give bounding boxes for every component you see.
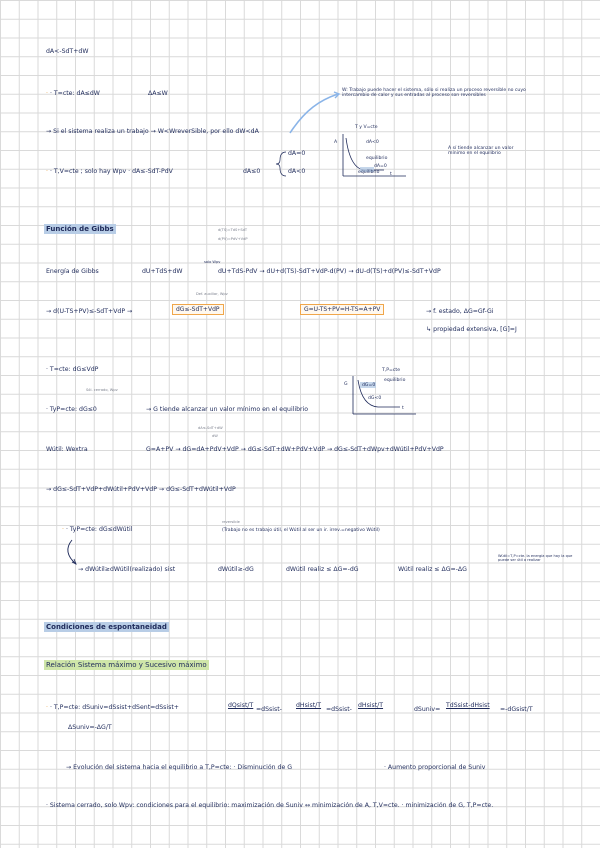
- brace-da: [274, 150, 294, 180]
- eq-dg-le-wutil: · · TyP=cte: dG≤dWútil: [62, 526, 133, 533]
- eq-dssist2: =dSsist-: [326, 706, 352, 713]
- gibbs-state-function: → f. estado, ΔG=Gf-Gi: [426, 308, 494, 315]
- l6-aux: Sól. cerrado, Wpv: [86, 388, 118, 392]
- eq-da-le0: dA≤0: [243, 168, 261, 175]
- note-wutil-energy: Wútil=T,P=cte. la energía que hay la que puede ser útil a realizar: [498, 554, 573, 562]
- eq-evolucion: → Evolución del sistema hacia el equilibrio a T,P=cte: · Disminución de G: [66, 764, 293, 771]
- eq-tp-cte-dg: · TyP=cte: dG≤0: [46, 406, 97, 413]
- eq-dg-chain: G=A+PV → dG=dA+PdV+VdP → dG≤-SdT+dW+PdV+VdP → dG≤-SdT+dWpv+dWútil+PdV+VdP: [146, 446, 444, 453]
- eq-dsuniv-label: dSuniv=: [414, 706, 441, 713]
- gibbs-d: → d(U-TS+PV)≤-SdT+VdP →: [46, 308, 133, 315]
- section-espontaneidad-title: Condiciones de espontaneidad: [46, 623, 167, 631]
- l9-aux: reversible: [222, 520, 240, 524]
- curved-arrow: [62, 538, 92, 568]
- gibbs-aux1: d(TS)=TdS+SdT: [218, 228, 248, 232]
- eq-dsuniv-text: · T,P=cte: dSuniv=dSsist+dSent=dSsist+: [49, 704, 179, 711]
- eq-t-cte-dg: · T=cte: dG≤VdP: [46, 366, 99, 373]
- eq-dhsist-t2: dHsist/T: [358, 702, 384, 709]
- eq-g-minimum: → G tiende alcanzar un valor mínimo en el equilibrio: [146, 406, 309, 413]
- section-relacion-title: Relación Sistema máximo y Sucesivo máximo: [46, 661, 207, 669]
- graph2-g-axis: G: [344, 382, 348, 387]
- l7-aux1: dA≤-SdT+dW: [198, 426, 223, 430]
- note-wutil-negative: (Trabajo no es trabajo útil, el Wútil al ser un ir. irrev.=negativo Wútil): [222, 528, 380, 533]
- eq-wutil-realiz-delta: Wútil realiz ≤ ΔG=-ΔG: [398, 566, 467, 573]
- eq-delta-a-w: ΔA≤W: [148, 90, 168, 97]
- graph1-equilibrio: equilibrio: [366, 156, 388, 161]
- eq-wutil-realizado: → dWútil≥dWútil(realizado) sist: [78, 566, 176, 573]
- graph1-label-da-eq0: dA=0: [374, 164, 387, 169]
- eq-dg-le-wutil-text: · TyP=cte: dG≤dWútil: [65, 526, 133, 533]
- eq-sistema-cerrado: · Sistema cerrado, solo Wpv: condiciones para el equilibrio: maximización de Suniv ↔ minimización de A, T,V=cte. · minimización de G, T,P=cte.: [46, 802, 494, 809]
- eq-da-inequality: dA<-SdT+dW: [46, 48, 89, 55]
- eq-aumento-suniv: · Aumento proporcional de Suniv: [384, 764, 486, 771]
- gibbs-only-wpv: solo Wpv: [204, 260, 221, 264]
- graph2-title: T,P=cte: [382, 368, 401, 373]
- gibbs-b: dU+TdS+dW: [142, 268, 183, 275]
- gibbs-aux3: Def. auxiliar, Wpv: [196, 292, 228, 296]
- eq-da-eq0: dA=0: [288, 150, 306, 157]
- gibbs-aux2: d(PV)=PdV+VdP: [218, 237, 248, 241]
- graph2-equilibrio: equilibrio: [384, 378, 406, 383]
- box-g-definition: G=U-TS+PV=H-TS=A+PV: [300, 304, 384, 315]
- eq-dssist1: =dSsist-: [256, 706, 282, 713]
- graph1-t-axis: t: [390, 172, 392, 177]
- eq-dg-chain2: → dG≤-SdT+VdP+dWútil+PdV+VdP → dG≤-SdT+dWútil+VdP: [46, 486, 236, 493]
- section-funcion-gibbs: [44, 226, 116, 233]
- eq-wutil-realiz-dg: dWútil realiz ≤ ΔG=-dG: [286, 566, 359, 573]
- eq-dsuniv: · · T,P=cte: dSuniv=dSsist+dSent=dSsist+: [46, 704, 179, 711]
- eq-t-cte: · · T=cte: dA≤dW: [46, 90, 100, 97]
- gibbs-chain: dU+TdS-PdV → dU+d(TS)-SdT+VdP-d(PV) → dU-d(TS)+d(PV)≤-SdT+VdP: [218, 268, 441, 275]
- note-a-minimum: A sí tiende alcanzar un valor mínimo en el equilibrio: [448, 146, 514, 156]
- graph2-label-dg0: dG=0: [362, 383, 376, 388]
- eq-tdssist-dhsist: TdSsist-dHsist: [446, 702, 490, 709]
- eq-tv-cte-text: · T,V=cte ; solo hay Wpv · dA≤-SdT-PdV: [49, 168, 173, 175]
- eq-wutil-wextra: Wútil: Wextra: [46, 446, 88, 453]
- note-reversible-work: W: Trabajo puede hacer el sistema, sólo si realiza un proceso reversible no cuyo intercambio de calor y sus entradas al proceso son reversibles: [342, 88, 526, 98]
- box-dg: dG≤-SdT+VdP: [172, 304, 224, 315]
- section-espontaneidad: [44, 624, 169, 631]
- gibbs-extensive: ↳ propiedad extensiva, [G]=J: [426, 326, 517, 333]
- eq-wutil-ge-dg: dWútil≥-dG: [218, 566, 254, 573]
- gibbs-energy: Energía de Gibbs: [46, 268, 99, 275]
- l7-aux2: dW: [212, 434, 218, 438]
- graph1-label-equilibrio: equilibrio: [358, 170, 380, 175]
- eq-tv-cte: · · T,V=cte ; solo hay Wpv · dA≤-SdT-PdV: [46, 168, 173, 175]
- eq-t-cte-text: · T=cte: dA≤dW: [49, 90, 100, 97]
- graph2-label-dglt0: dG<0: [368, 396, 382, 401]
- section-relacion: [44, 662, 209, 669]
- eq-delta-suniv: ΔSuniv=-ΔG/T: [68, 724, 112, 731]
- eq-da-lt0: dA<0: [288, 168, 306, 175]
- section-funcion-gibbs-title: Función de Gibbs: [46, 225, 114, 233]
- eq-dhsist-t1: dHsist/T: [296, 702, 322, 709]
- eq-dgsist-t: =-dGsist/T: [500, 706, 533, 713]
- graph1-title: T y V=cte: [355, 125, 378, 130]
- graph2-t-axis: t: [402, 406, 404, 411]
- eq-dqsist-t: dQsist/T: [228, 702, 254, 709]
- eq-system-work: → Si el sistema realiza un trabajo → W<WreverSible, por ello dW<dA: [46, 128, 259, 135]
- graph1-label-da-lt0: dA<0: [366, 140, 379, 145]
- graph1-a-axis: A: [334, 140, 338, 145]
